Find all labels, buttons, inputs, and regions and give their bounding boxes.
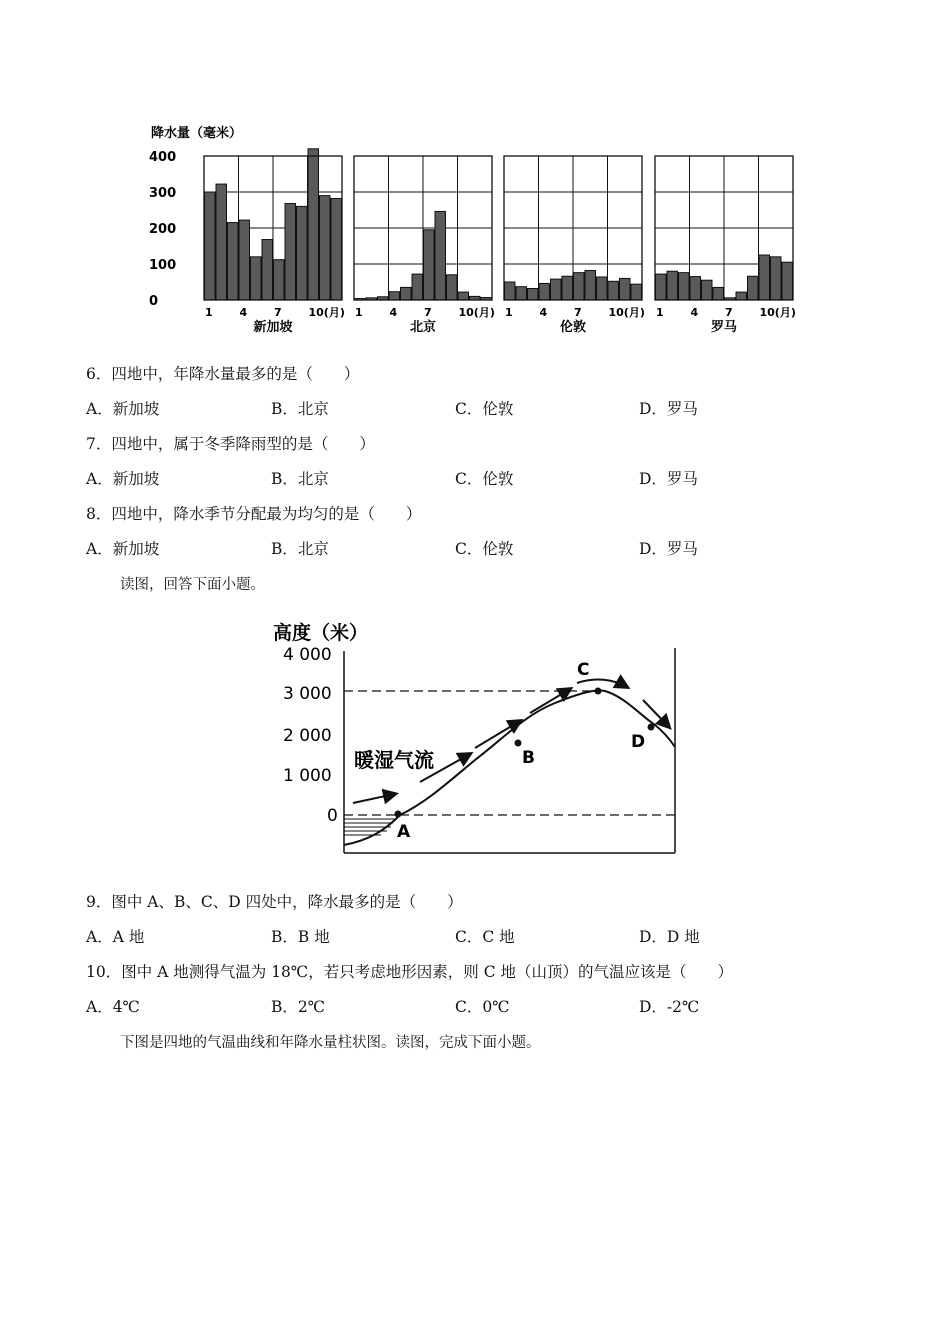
x-tick-label: 4 xyxy=(690,306,699,319)
precip-bar xyxy=(551,279,562,300)
panel-name: 伦敦 xyxy=(559,320,587,335)
q8-option-d[interactable]: D．罗马 xyxy=(639,540,698,558)
precip-bar xyxy=(239,220,250,300)
q10-option-b[interactable]: B．2℃ xyxy=(271,998,326,1016)
question-6: 6．四地中，年降水量最多的是（ ） xyxy=(86,365,360,383)
precip-bar xyxy=(713,287,724,300)
airflow-arrow-6 xyxy=(643,700,669,727)
intro-four-places: 下图是四地的气温曲线和年降水量柱状图。读图，完成下面小题。 xyxy=(120,1035,541,1051)
point-d-marker xyxy=(648,724,655,731)
x-tick-label: 1 xyxy=(505,306,513,319)
point-c-label: C xyxy=(577,660,590,680)
precip-bar xyxy=(562,276,573,300)
q6-option-d[interactable]: D．罗马 xyxy=(639,400,698,418)
precip-bar xyxy=(308,149,319,300)
point-d-label: D xyxy=(631,732,646,752)
question-10: 10．图中 A 地测得气温为 18℃，若只考虑地形因素，则 C 地（山顶）的气温应该是（ ） xyxy=(86,963,733,981)
precip-bar xyxy=(528,288,539,300)
q6-option-b[interactable]: B．北京 xyxy=(271,400,329,418)
point-a-label: A xyxy=(397,822,411,842)
precip-bar xyxy=(597,277,608,300)
airflow-arrow-1 xyxy=(353,794,395,803)
height-tick-3000: 3 000 xyxy=(283,684,332,704)
precip-bar xyxy=(435,211,446,300)
precip-bar xyxy=(216,184,227,300)
precip-bar xyxy=(574,273,585,300)
q9-option-b[interactable]: B．B 地 xyxy=(271,928,330,946)
precip-bar xyxy=(389,292,400,300)
panel-name: 罗马 xyxy=(710,320,738,335)
q6-option-a[interactable]: A．新加坡 xyxy=(86,400,160,418)
chart-ylabel: 降水量（毫米） xyxy=(151,126,243,141)
question-9: 9．图中 A、B、C、D 四处中，降水最多的是（ ） xyxy=(86,893,463,911)
q10-option-c[interactable]: C．0℃ xyxy=(455,998,510,1016)
q9-option-c[interactable]: C．C 地 xyxy=(455,928,515,946)
warm-humid-airflow-label: 暖湿气流 xyxy=(354,748,434,772)
precip-bar xyxy=(679,273,690,300)
q6-option-c[interactable]: C．伦敦 xyxy=(455,400,514,418)
x-tick-label: 7 xyxy=(574,306,582,319)
precip-bar xyxy=(782,262,793,300)
precip-bar xyxy=(690,277,701,300)
height-tick-4000: 4 000 xyxy=(283,645,332,665)
precip-bar xyxy=(320,196,331,300)
q10-option-d[interactable]: D．-2℃ xyxy=(639,998,700,1016)
panel-name: 新加坡 xyxy=(253,320,293,335)
precipitation-chart xyxy=(135,118,815,340)
panel-1 xyxy=(354,156,495,335)
precip-bar xyxy=(251,257,262,300)
question-7: 7．四地中，属于冬季降雨型的是（ ） xyxy=(86,435,375,453)
precip-bar xyxy=(771,257,782,300)
q10-option-a[interactable]: A．4℃ xyxy=(86,998,140,1016)
precip-bar xyxy=(505,282,516,300)
precip-bar xyxy=(412,274,423,300)
x-tick-label: 7 xyxy=(725,306,733,319)
precip-bar xyxy=(748,276,759,300)
q7-option-b[interactable]: B．北京 xyxy=(271,470,329,488)
x-tick-label: 10(月) xyxy=(458,306,495,319)
question-8: 8．四地中，降水季节分配最为均匀的是（ ） xyxy=(86,505,422,523)
precip-bar xyxy=(667,271,678,300)
q8-option-b[interactable]: B．北京 xyxy=(271,540,329,558)
x-tick-label: 4 xyxy=(389,306,398,319)
q7-option-a[interactable]: A．新加坡 xyxy=(86,470,160,488)
precip-bar xyxy=(759,255,770,300)
precip-bar xyxy=(656,274,667,300)
q7-option-d[interactable]: D．罗马 xyxy=(639,470,698,488)
precip-bar xyxy=(228,223,239,300)
precip-bar xyxy=(331,198,342,300)
q8-option-a[interactable]: A．新加坡 xyxy=(86,540,160,558)
point-b-label: B xyxy=(522,748,535,768)
y-tick-label: 200 xyxy=(149,222,177,237)
x-tick-label: 10(月) xyxy=(608,306,645,319)
x-tick-label: 1 xyxy=(205,306,213,319)
height-tick-0: 0 xyxy=(327,806,338,826)
precip-bar xyxy=(620,278,631,300)
intro-read-figure: 读图，回答下面小题。 xyxy=(120,577,265,593)
airflow-arrow-3 xyxy=(475,721,520,748)
panel-0 xyxy=(204,149,345,335)
precip-bar xyxy=(447,275,458,300)
q9-option-d[interactable]: D．D 地 xyxy=(639,928,700,946)
precip-bar xyxy=(297,206,308,300)
mountain-figure xyxy=(265,615,685,860)
precip-bar xyxy=(274,260,285,300)
precip-bar xyxy=(631,284,642,300)
x-tick-label: 1 xyxy=(355,306,363,319)
precip-bar xyxy=(401,287,412,300)
panel-3 xyxy=(655,156,796,335)
x-tick-label: 7 xyxy=(424,306,432,319)
y-tick-label: 100 xyxy=(149,258,177,273)
precip-bar xyxy=(539,283,550,300)
point-b-marker xyxy=(515,740,522,747)
precip-bar xyxy=(608,281,619,300)
airflow-arrow-4 xyxy=(530,689,570,713)
q9-option-a[interactable]: A．A 地 xyxy=(86,928,145,946)
y-tick-label: 400 xyxy=(149,150,177,165)
y-tick-label: 0 xyxy=(149,294,159,309)
precip-bar xyxy=(736,292,747,300)
precip-bar xyxy=(458,292,469,300)
precip-bar xyxy=(424,230,435,300)
precip-bar xyxy=(262,240,273,300)
precip-bar xyxy=(205,192,216,300)
q8-option-c[interactable]: C．伦敦 xyxy=(455,540,514,558)
airflow-arrow-5 xyxy=(577,680,627,687)
precip-bar xyxy=(585,270,596,300)
height-tick-2000: 2 000 xyxy=(283,726,332,746)
precip-bar xyxy=(702,280,713,300)
x-tick-label: 10(月) xyxy=(308,306,345,319)
panel-name: 北京 xyxy=(409,320,437,335)
point-c-marker xyxy=(595,688,602,695)
x-tick-label: 10(月) xyxy=(759,306,796,319)
x-tick-label: 4 xyxy=(539,306,548,319)
x-tick-label: 4 xyxy=(239,306,248,319)
y-tick-label: 300 xyxy=(149,186,177,201)
height-tick-1000: 1 000 xyxy=(283,766,332,786)
precip-bar xyxy=(516,287,527,300)
panel-2 xyxy=(504,156,645,335)
x-tick-label: 7 xyxy=(274,306,282,319)
precip-bar xyxy=(285,204,296,300)
mountain-ylabel: 高度（米） xyxy=(273,622,369,644)
q7-option-c[interactable]: C．伦敦 xyxy=(455,470,514,488)
x-tick-label: 1 xyxy=(656,306,664,319)
point-a-marker xyxy=(395,811,402,818)
